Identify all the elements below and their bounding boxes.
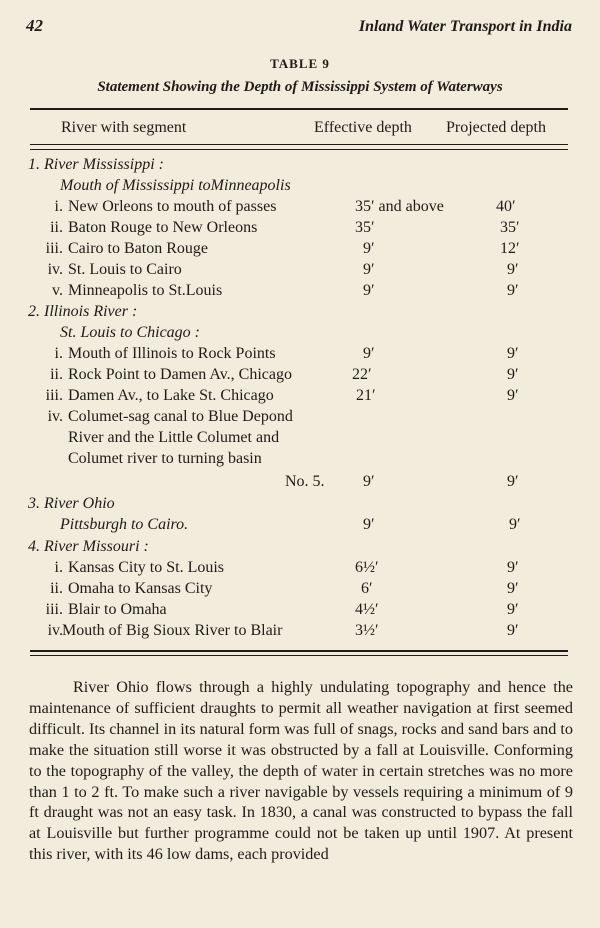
- section-title: 2. Illinois River :: [28, 303, 138, 320]
- section-title-row: [0, 495, 600, 516]
- segment-label: Mouth of Mississippi toMinneapolis: [60, 177, 291, 194]
- row-numeral: iii.: [45, 240, 63, 257]
- row-numeral: i.: [54, 198, 63, 215]
- row-segment: Kansas City to St. Louis: [68, 559, 225, 576]
- table-row: [0, 282, 600, 303]
- effective-depth: 9′: [363, 473, 375, 490]
- row-segment-line: No. 5.: [285, 473, 325, 490]
- row-segment: Baton Rouge to New Orleons: [68, 219, 258, 236]
- projected-depth: 9′: [507, 387, 519, 404]
- section-title-row: [0, 538, 600, 559]
- projected-depth: 9′: [507, 580, 519, 597]
- segment-label: St. Louis to Chicago :: [60, 324, 201, 341]
- section-title: 3. River Ohio: [28, 495, 115, 512]
- row-numeral: ii.: [50, 580, 63, 597]
- table-row-continuation: [0, 429, 600, 450]
- row-segment: Minneapolis to St.Louis: [68, 282, 223, 299]
- projected-depth: 9′: [507, 261, 519, 278]
- table-row: [0, 516, 600, 537]
- section-title-row: [0, 156, 600, 177]
- table-label: TABLE 9: [270, 56, 330, 71]
- row-numeral: iv.: [47, 622, 63, 639]
- projected-depth: 40′: [496, 198, 516, 215]
- table-row: [0, 345, 600, 366]
- segment-row: [0, 324, 600, 345]
- row-numeral: i.: [54, 345, 63, 362]
- table-row: [0, 219, 600, 240]
- table-row: [0, 198, 600, 219]
- effective-depth: 9′: [363, 345, 375, 362]
- effective-depth: 4½′: [355, 601, 379, 618]
- table-row: [0, 261, 600, 282]
- page-number: 42: [26, 16, 43, 35]
- segment-row: [0, 177, 600, 198]
- projected-depth: 12′: [500, 240, 520, 257]
- row-numeral: iv.: [47, 261, 63, 278]
- row-numeral: ii.: [50, 366, 63, 383]
- segment-label: Pittsburgh to Cairo.: [60, 516, 189, 533]
- table-row: [0, 601, 600, 622]
- section-title-row: [0, 303, 600, 324]
- table-top-rule: [30, 108, 568, 110]
- row-segment-line: River and the Little Columet and: [68, 429, 280, 446]
- projected-depth: 9′: [507, 473, 519, 490]
- section-title: 1. River Mississippi :: [28, 156, 164, 173]
- projected-depth: 9′: [507, 622, 519, 639]
- projected-depth: 9′: [507, 282, 519, 299]
- row-segment: New Orleons to mouth of passes: [68, 198, 277, 215]
- table-bottom-rule-double: [30, 655, 568, 656]
- effective-depth: 6′: [361, 580, 373, 597]
- row-segment: Omaha to Kansas City: [68, 580, 213, 597]
- header-rule-double: [30, 149, 568, 150]
- effective-depth: 35′: [355, 219, 375, 236]
- effective-depth: 22′: [352, 366, 372, 383]
- table-row: [0, 622, 600, 643]
- projected-depth: 9′: [507, 366, 519, 383]
- table-row-continuation: [0, 450, 600, 471]
- effective-depth: 9′: [363, 282, 375, 299]
- table-row: [0, 408, 600, 429]
- effective-depth: 9′: [363, 261, 375, 278]
- row-segment: Mouth of Illinois to Rock Points: [68, 345, 276, 362]
- row-segment: Damen Av., to Lake St. Chicago: [68, 387, 274, 404]
- row-numeral: iv.: [47, 408, 63, 425]
- row-segment-line: Columet-sag canal to Blue Depond: [68, 408, 293, 425]
- row-segment: Cairo to Baton Rouge: [68, 240, 208, 257]
- projected-depth: 35′: [500, 219, 520, 236]
- projected-depth: 9′: [509, 516, 521, 533]
- projected-depth: 9′: [507, 345, 519, 362]
- projected-depth: 9′: [507, 559, 519, 576]
- row-numeral: ii.: [50, 219, 63, 236]
- row-segment-line: Columet river to turning basin: [68, 450, 262, 467]
- effective-depth: 35′ and above: [355, 198, 444, 215]
- effective-depth: 3½′: [355, 622, 379, 639]
- projected-depth: 9′: [507, 601, 519, 618]
- row-segment: St. Louis to Cairo: [68, 261, 182, 278]
- table-caption: Statement Showing the Depth of Mississippi System of Waterways: [97, 79, 503, 95]
- table-row: [0, 387, 600, 408]
- row-segment: Rock Point to Damen Av., Chicago: [68, 366, 292, 383]
- column-header-river: River with segment: [61, 119, 187, 136]
- row-numeral: v.: [52, 282, 63, 299]
- table-row: [0, 559, 600, 580]
- table-bottom-rule: [30, 650, 568, 652]
- running-header: Inland Water Transport in India: [358, 18, 572, 35]
- header-rule: [30, 144, 568, 145]
- table-row: [0, 580, 600, 601]
- row-numeral: i.: [54, 559, 63, 576]
- column-header-projected: Projected depth: [446, 119, 546, 136]
- effective-depth: 9′: [363, 516, 375, 533]
- table-row: [0, 240, 600, 261]
- body-paragraph: [29, 677, 573, 865]
- row-segment: Mouth of Big Sioux River to Blair: [62, 622, 283, 639]
- section-title: 4. River Missouri :: [28, 538, 149, 555]
- effective-depth: 9′: [363, 240, 375, 257]
- table-row: [0, 366, 600, 387]
- table-row-continuation: [0, 473, 600, 494]
- effective-depth: 21′: [356, 387, 376, 404]
- row-numeral: iii.: [45, 387, 63, 404]
- row-segment: Blair to Omaha: [68, 601, 167, 618]
- body-text: River Ohio flows through a highly undulating topography and hence the maintenance of sufficient draughts to permit all weather navigation at first seemed difficult. Its channel in its natural form was full of snags, rocks and sand bars and to make the situation still worse it was obstructed by a fall at Louisville. Conforming to the topography of the valley, the depth of water in certain stretches was no more than 1 to 2 ft. To make such a river navigable by vessels requiring a minimum of 9 ft draught was not an easy task. In 1830, a canal was constructed to bypass the fall at Louisville but further programme could not be taken up until 1907. At present this river, with its 46 low dams, each provided: [29, 678, 573, 864]
- column-header-effective: Effective depth: [314, 119, 412, 136]
- row-numeral: iii.: [45, 601, 63, 618]
- effective-depth: 6½′: [355, 559, 379, 576]
